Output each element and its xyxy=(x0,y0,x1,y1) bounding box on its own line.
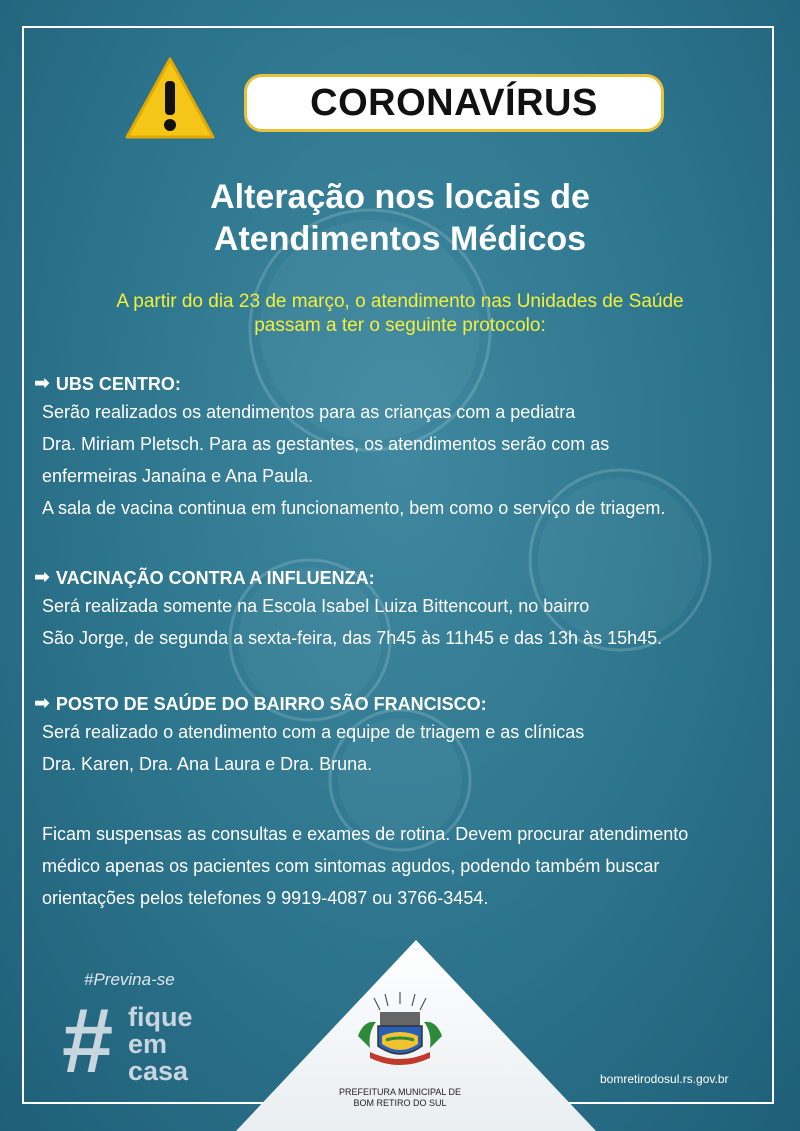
closing-line: Ficam suspensas as consultas e exames de rotina. Devem procurar atendimento xyxy=(42,824,689,844)
section-heading xyxy=(34,372,774,396)
section-heading xyxy=(34,566,774,590)
stay-home-word: fique xyxy=(128,1002,193,1032)
arrow-right-icon: ➡ xyxy=(34,373,50,394)
section-ubs-centro xyxy=(34,372,774,524)
section-line: enfermeiras Janaína e Ana Paula. xyxy=(42,466,314,486)
closing-text xyxy=(42,818,772,914)
org-line-2: BOM RETIRO DO SUL xyxy=(353,1098,447,1108)
section-line: A sala de vacina continua em funcionamento, bem como o serviço de triagem. xyxy=(42,498,666,518)
stay-home-word: em xyxy=(128,1029,168,1059)
section-posto-sao-francisco xyxy=(34,692,774,780)
section-heading-label: VACINAÇÃO CONTRA A INFLUENZA: xyxy=(55,568,375,588)
title-line-1: Alteração nos locais de xyxy=(210,178,590,216)
section-line: Serão realizados os atendimentos para as crianças com a pediatra xyxy=(42,402,576,422)
org-line-1: PREFEITURA MUNICIPAL DE xyxy=(338,1087,462,1097)
section-line: Dra. Miriam Pletsch. Para as gestantes, os atendimentos serão com as xyxy=(42,434,610,454)
section-vacinacao-influenza xyxy=(34,566,774,654)
coronavirus-badge: CORONAVÍRUS xyxy=(244,74,664,132)
section-line: Será realizado o atendimento com a equipe de triagem e as clínicas xyxy=(42,722,585,742)
hashtag-previna-se: #Previna-se xyxy=(84,970,175,989)
section-heading-label: UBS CENTRO: xyxy=(55,374,181,394)
arrow-right-icon: ➡ xyxy=(34,693,50,714)
municipal-crest-icon xyxy=(350,992,450,1070)
section-heading-label: POSTO DE SAÚDE DO BAIRRO SÃO FRANCISCO: xyxy=(55,694,487,714)
intro-text xyxy=(40,290,760,338)
section-heading xyxy=(34,692,774,716)
intro-line-1: A partir do dia 23 de março, o atendimento nas Unidades de Saúde xyxy=(116,291,684,312)
closing-line: orientações pelos telefones 9 9919-4087 ou 3766-3454. xyxy=(42,888,489,908)
arrow-right-icon: ➡ xyxy=(34,567,50,588)
section-line: Dra. Karen, Dra. Ana Laura e Dra. Bruna. xyxy=(42,754,373,774)
stay-home-text xyxy=(128,1004,193,1085)
intro-line-2: passam a ter o seguinte protocolo: xyxy=(254,315,546,336)
closing-line: médico apenas os pacientes com sintomas agudos, podendo também buscar xyxy=(42,856,660,876)
warning-triangle-icon xyxy=(124,55,216,141)
section-line: São Jorge, de segunda a sexta-feira, das 7h45 às 11h45 e das 13h às 15h45. xyxy=(42,628,663,648)
title-line-2: Atendimentos Médicos xyxy=(213,220,587,258)
hash-icon: # xyxy=(62,990,114,1092)
stay-home-word: casa xyxy=(128,1056,189,1086)
website-link[interactable]: bomretirodosul.rs.gov.br xyxy=(600,1072,729,1086)
section-line: Será realizada somente na Escola Isabel Luiza Bittencourt, no bairro xyxy=(42,596,590,616)
organization-name xyxy=(300,1087,500,1109)
page-title xyxy=(0,176,800,260)
